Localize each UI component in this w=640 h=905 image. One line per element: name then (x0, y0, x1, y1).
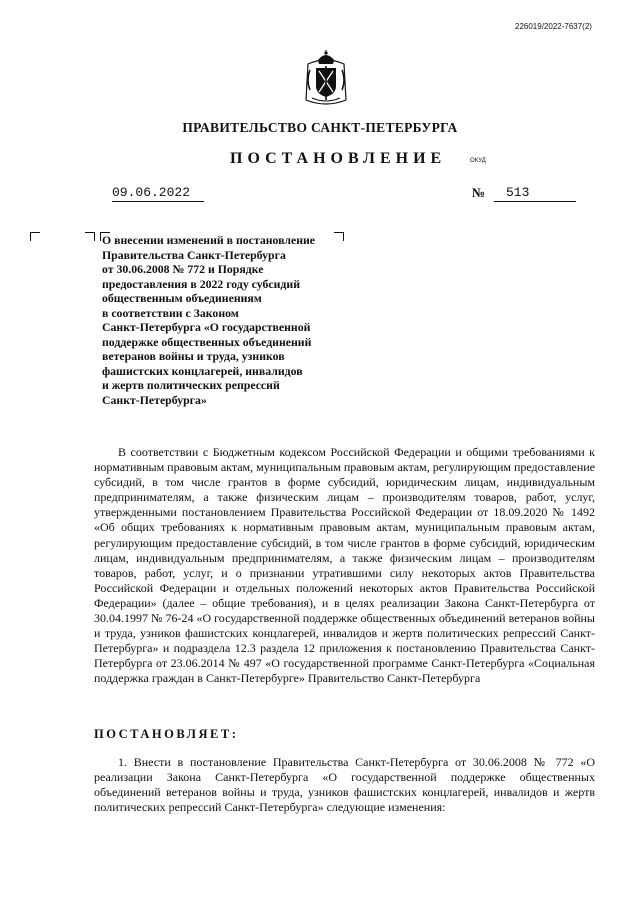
item-1-paragraph: 1. Внести в постановление Правительства Санкт-Петербурга от 30.06.2008 № 772 «О реализации Закона Санкт-Петербурга «О государственной поддержке общественных объединений ветеранов войны и труда, узников фашистских концлагерей, инвалидов и жертв политических репрессий Санкт-Петербурга» следующие изменения: (94, 755, 595, 815)
subject-line: ветеранов войны и труда, узников (102, 349, 285, 363)
registration-number: 226019/2022-7637(2) (515, 22, 592, 31)
corner-mark (30, 232, 40, 241)
subject-line: общественным объединениям (102, 291, 262, 305)
corner-mark (85, 232, 95, 241)
subject-line: Санкт-Петербурга «О государственной (102, 320, 311, 334)
subject-line: фашистских концлагерей, инвалидов (102, 363, 303, 378)
preamble-paragraph: В соответствии с Бюджетным кодексом Российской Федерации и общими требованиями к нормативным правовым актам, муниципальным правовым актам, регулирующим предоставление субсидий, в том числе грантов в форме субсидий, юридическим лицам, индивидуальным предпринимателям, а также физическим лицам – производителям товаров, работ, услуг, утвержденными постановлением Правительства Российской Федерации от 18.09.2020 № 1492 «Об общих требованиях к нормативным правовым актам, муниципальным правовым актам, регулирующим предоставление субсидий, в том числе грантов в форме субсидий, юридическим лицам, индивидуальным предпринимателям, а также физическим лицам – производителям товаров, работ, услуг, и о признании утратившими силу некоторых актов Правительства Российской Федерации и отдельных положений некоторых актов Правительства Российской Федерации» (далее – общие требования), и в целях реализации Закона Санкт-Петербурга от 30.04.1997 № 76-24 «О государственной поддержке общественных объединений ветеранов войны и труда, узников фашистских концлагерей, инвалидов и жертв политических репрессий Санкт-Петербурга» и подраздела 12.3 раздела 12 приложения к постановлению Правительства Санкт-Петербурга от 23.06.2014 № 497 «О государственной программе Санкт-Петербурга «Социальная поддержка граждан в Санкт-Петербурге» Правительство Санкт-Петербурга (94, 445, 595, 686)
subject-line: предоставления в 2022 году субсидий (102, 276, 300, 291)
decree-date: 09.06.2022 (112, 185, 204, 202)
resolves-heading: ПОСТАНОВЛЯЕТ: (94, 727, 239, 741)
decree-number: 513 (494, 185, 576, 202)
subject-line: Правительства Санкт-Петербурга (102, 247, 286, 262)
subject-line: О внесении изменений в постановление (102, 233, 316, 247)
coat-of-arms-icon (302, 50, 350, 108)
document-type-title: ПОСТАНОВЛЕНИЕ (230, 150, 447, 167)
subject-line: Санкт-Петербурга» (102, 392, 207, 407)
number-sign: № (472, 185, 486, 200)
decree-subject (102, 233, 352, 407)
subject-line: от 30.06.2008 № 772 и Порядке (102, 262, 264, 276)
okud-label: ОКУД (470, 158, 486, 164)
government-title: ПРАВИТЕЛЬСТВО САНКТ-ПЕТЕРБУРГА (182, 120, 458, 135)
subject-line: и жертв политических репрессий (102, 378, 280, 392)
subject-line: в соответствии с Законом (102, 305, 239, 320)
subject-line: поддержке общественных объединений (102, 334, 312, 349)
